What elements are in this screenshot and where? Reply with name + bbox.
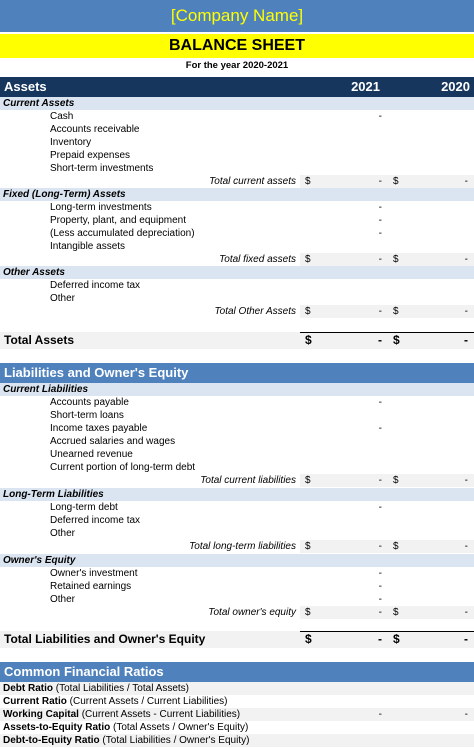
currency-2020: $ xyxy=(393,254,399,265)
subtotal-label: Total Other Assets xyxy=(214,306,296,317)
value-2021[interactable]: - xyxy=(378,228,382,239)
liabilities-header-label: Liabilities and Owner's Equity xyxy=(4,365,189,380)
value-2021[interactable]: - xyxy=(378,306,382,317)
value-2021[interactable]: - xyxy=(378,709,382,720)
item-label: Retained earnings xyxy=(50,581,132,592)
subtotal-fixed-assets[interactable] xyxy=(0,253,474,266)
currency-2021: $ xyxy=(305,475,311,486)
value-2021[interactable]: - xyxy=(378,202,382,213)
value-2021[interactable]: - xyxy=(378,176,382,187)
item-label: Accounts payable xyxy=(50,397,129,408)
category-fixed-assets xyxy=(0,188,474,201)
value-2021[interactable]: - xyxy=(378,502,382,513)
currency-2020: $ xyxy=(393,333,400,347)
currency-2020: $ xyxy=(393,607,399,618)
ratio-row[interactable] xyxy=(0,695,474,708)
sheet-title: BALANCE SHEET xyxy=(168,37,305,54)
line-item[interactable] xyxy=(0,123,474,136)
line-item[interactable] xyxy=(0,580,474,593)
item-label: Deferred income tax xyxy=(50,280,141,291)
total-liabilities-equity-label: Total Liabilities and Owner's Equity xyxy=(4,632,206,646)
subtotal-cell-bg xyxy=(300,175,474,188)
total-cell-bg xyxy=(300,332,474,349)
value-2021[interactable]: - xyxy=(378,111,382,122)
ratio-formula: (Total Assets / Owner's Equity) xyxy=(110,722,249,733)
subtotal-cell-bg xyxy=(300,305,474,318)
category-owners-equity xyxy=(0,554,474,567)
item-label: Accounts receivable xyxy=(50,124,140,135)
ratio-row[interactable] xyxy=(0,734,474,747)
subtotal-label: Total fixed assets xyxy=(219,254,296,265)
currency-2021: $ xyxy=(305,632,312,646)
line-item[interactable] xyxy=(0,149,474,162)
value-2021[interactable]: - xyxy=(378,594,382,605)
ratio-row[interactable] xyxy=(0,708,474,721)
item-label: Other xyxy=(50,594,76,605)
category-label: Current Assets xyxy=(3,98,75,109)
value-2021[interactable]: - xyxy=(378,423,382,434)
category-label: Fixed (Long-Term) Assets xyxy=(3,189,126,200)
item-label: Property, plant, and equipment xyxy=(50,215,187,226)
ratio-label xyxy=(3,682,189,695)
line-item[interactable] xyxy=(0,514,474,527)
total-assets-row[interactable] xyxy=(0,332,474,349)
line-item[interactable] xyxy=(0,201,474,214)
subtotal-label: Total current assets xyxy=(209,176,296,187)
ratio-row[interactable] xyxy=(0,682,474,695)
ratio-name: Debt Ratio xyxy=(3,683,53,694)
value-2020[interactable]: - xyxy=(464,333,468,347)
value-2021[interactable]: - xyxy=(378,333,382,347)
ratio-label xyxy=(3,734,249,747)
item-label: Long-term investments xyxy=(50,202,152,213)
ratio-row[interactable] xyxy=(0,721,474,734)
item-label: Owner's investment xyxy=(50,568,138,579)
line-item[interactable] xyxy=(0,136,474,149)
subtotal-cell-bg xyxy=(300,606,474,619)
item-label: (Less accumulated depreciation) xyxy=(50,228,195,239)
ratios-header-label: Common Financial Ratios xyxy=(4,664,164,679)
category-current-liabilities xyxy=(0,383,474,396)
value-2020[interactable]: - xyxy=(464,607,468,618)
line-item[interactable] xyxy=(0,527,474,540)
value-2021[interactable]: - xyxy=(378,475,382,486)
subtotal-cell-bg xyxy=(300,474,474,487)
line-item[interactable] xyxy=(0,409,474,422)
item-label: Intangible assets xyxy=(50,241,126,252)
value-2020[interactable]: - xyxy=(464,541,468,552)
ratio-name: Debt-to-Equity Ratio xyxy=(3,735,100,746)
ratio-name: Current Ratio xyxy=(3,696,67,707)
value-2020[interactable]: - xyxy=(464,176,468,187)
line-item[interactable] xyxy=(0,227,474,240)
currency-2021: $ xyxy=(305,333,312,347)
category-current-assets xyxy=(0,97,474,110)
ratio-formula: (Current Assets - Current Liabilities) xyxy=(78,709,241,720)
item-label: Other xyxy=(50,528,76,539)
value-2021[interactable]: - xyxy=(378,215,382,226)
assets-header-label: Assets xyxy=(4,79,47,94)
value-2021[interactable]: - xyxy=(378,581,382,592)
item-label: Other xyxy=(50,293,76,304)
category-label: Current Liabilities xyxy=(3,384,89,395)
category-label: Long-Term Liabilities xyxy=(3,489,104,500)
line-item[interactable] xyxy=(0,214,474,227)
category-other-assets xyxy=(0,266,474,279)
currency-2020: $ xyxy=(393,176,399,187)
value-2020[interactable]: - xyxy=(464,475,468,486)
ratios-header xyxy=(0,662,474,682)
year-2020-header: 2020 xyxy=(441,79,470,94)
line-item[interactable] xyxy=(0,567,474,580)
item-label: Short-term investments xyxy=(50,163,154,174)
item-label: Inventory xyxy=(50,137,92,148)
line-item[interactable] xyxy=(0,292,474,305)
currency-2020: $ xyxy=(393,306,399,317)
item-label: Current portion of long-term debt xyxy=(50,462,196,473)
value-2021[interactable]: - xyxy=(378,568,382,579)
item-label: Long-term debt xyxy=(50,502,118,513)
subtotal-cell-bg xyxy=(300,540,474,553)
total-cell-bg xyxy=(300,631,474,648)
currency-2020: $ xyxy=(393,632,400,646)
line-item[interactable] xyxy=(0,435,474,448)
subtotal-current-liabilities[interactable] xyxy=(0,474,474,487)
subtotal-other-assets[interactable] xyxy=(0,305,474,318)
total-assets-label: Total Assets xyxy=(4,333,75,347)
subtitle-row xyxy=(0,58,474,74)
value-2021[interactable]: - xyxy=(378,607,382,618)
line-item[interactable] xyxy=(0,396,474,409)
item-label: Accrued salaries and wages xyxy=(50,436,176,447)
value-2020[interactable]: - xyxy=(464,709,468,720)
line-item[interactable] xyxy=(0,501,474,514)
line-item[interactable] xyxy=(0,110,474,123)
value-2020[interactable]: - xyxy=(464,306,468,317)
item-label: Cash xyxy=(50,111,74,122)
subtotal-cell-bg xyxy=(300,253,474,266)
company-name-row[interactable] xyxy=(0,0,474,32)
total-liabilities-equity-row[interactable] xyxy=(0,631,474,648)
item-label: Short-term loans xyxy=(50,410,124,421)
line-item[interactable] xyxy=(0,240,474,253)
category-label: Other Assets xyxy=(3,267,65,278)
subtotal-current-assets[interactable] xyxy=(0,175,474,188)
currency-2020: $ xyxy=(393,475,399,486)
ratio-formula: (Current Assets / Current Liabilities) xyxy=(66,696,228,707)
sheet-subtitle: For the year 2020-2021 xyxy=(185,60,289,71)
category-long-term-liabilities xyxy=(0,488,474,501)
ratio-formula: (Total Liabilities / Total Assets) xyxy=(53,683,189,694)
ratio-name: Working Capital xyxy=(3,709,79,720)
item-label: Deferred income tax xyxy=(50,515,141,526)
company-name[interactable]: [Company Name] xyxy=(170,6,304,25)
category-label: Owner's Equity xyxy=(3,555,76,566)
assets-header xyxy=(0,77,474,97)
liabilities-header xyxy=(0,363,474,383)
value-2020[interactable]: - xyxy=(464,632,468,646)
currency-2021: $ xyxy=(305,306,311,317)
line-item[interactable] xyxy=(0,461,474,474)
item-label: Income taxes payable xyxy=(50,423,148,434)
value-2021[interactable]: - xyxy=(378,632,382,646)
value-2021[interactable]: - xyxy=(378,397,382,408)
currency-2021: $ xyxy=(305,607,311,618)
ratio-label xyxy=(3,708,240,721)
line-item[interactable] xyxy=(0,162,474,175)
currency-2020: $ xyxy=(393,541,399,552)
subtotal-label: Total current liabilities xyxy=(200,475,296,486)
item-label: Unearned revenue xyxy=(50,449,133,460)
line-item[interactable] xyxy=(0,279,474,292)
value-2021[interactable]: - xyxy=(378,541,382,552)
ratio-label xyxy=(3,721,248,734)
subtotal-owners-equity[interactable] xyxy=(0,606,474,619)
subtotal-label: Total owner's equity xyxy=(208,607,296,618)
value-2021[interactable]: - xyxy=(378,254,382,265)
value-2020[interactable]: - xyxy=(464,254,468,265)
ratio-name: Assets-to-Equity Ratio xyxy=(3,722,111,733)
line-item[interactable] xyxy=(0,593,474,606)
currency-2021: $ xyxy=(305,254,311,265)
currency-2021: $ xyxy=(305,176,311,187)
item-label: Prepaid expenses xyxy=(50,150,131,161)
ratio-label xyxy=(3,695,228,708)
subtotal-label: Total long-term liabilities xyxy=(189,541,296,552)
line-item[interactable] xyxy=(0,422,474,435)
ratio-formula: (Total Liabilities / Owner's Equity) xyxy=(99,735,250,746)
line-item[interactable] xyxy=(0,448,474,461)
subtotal-long-term-liabilities[interactable] xyxy=(0,540,474,553)
year-2021-header: 2021 xyxy=(351,79,380,94)
currency-2021: $ xyxy=(305,541,311,552)
title-row xyxy=(0,34,474,58)
